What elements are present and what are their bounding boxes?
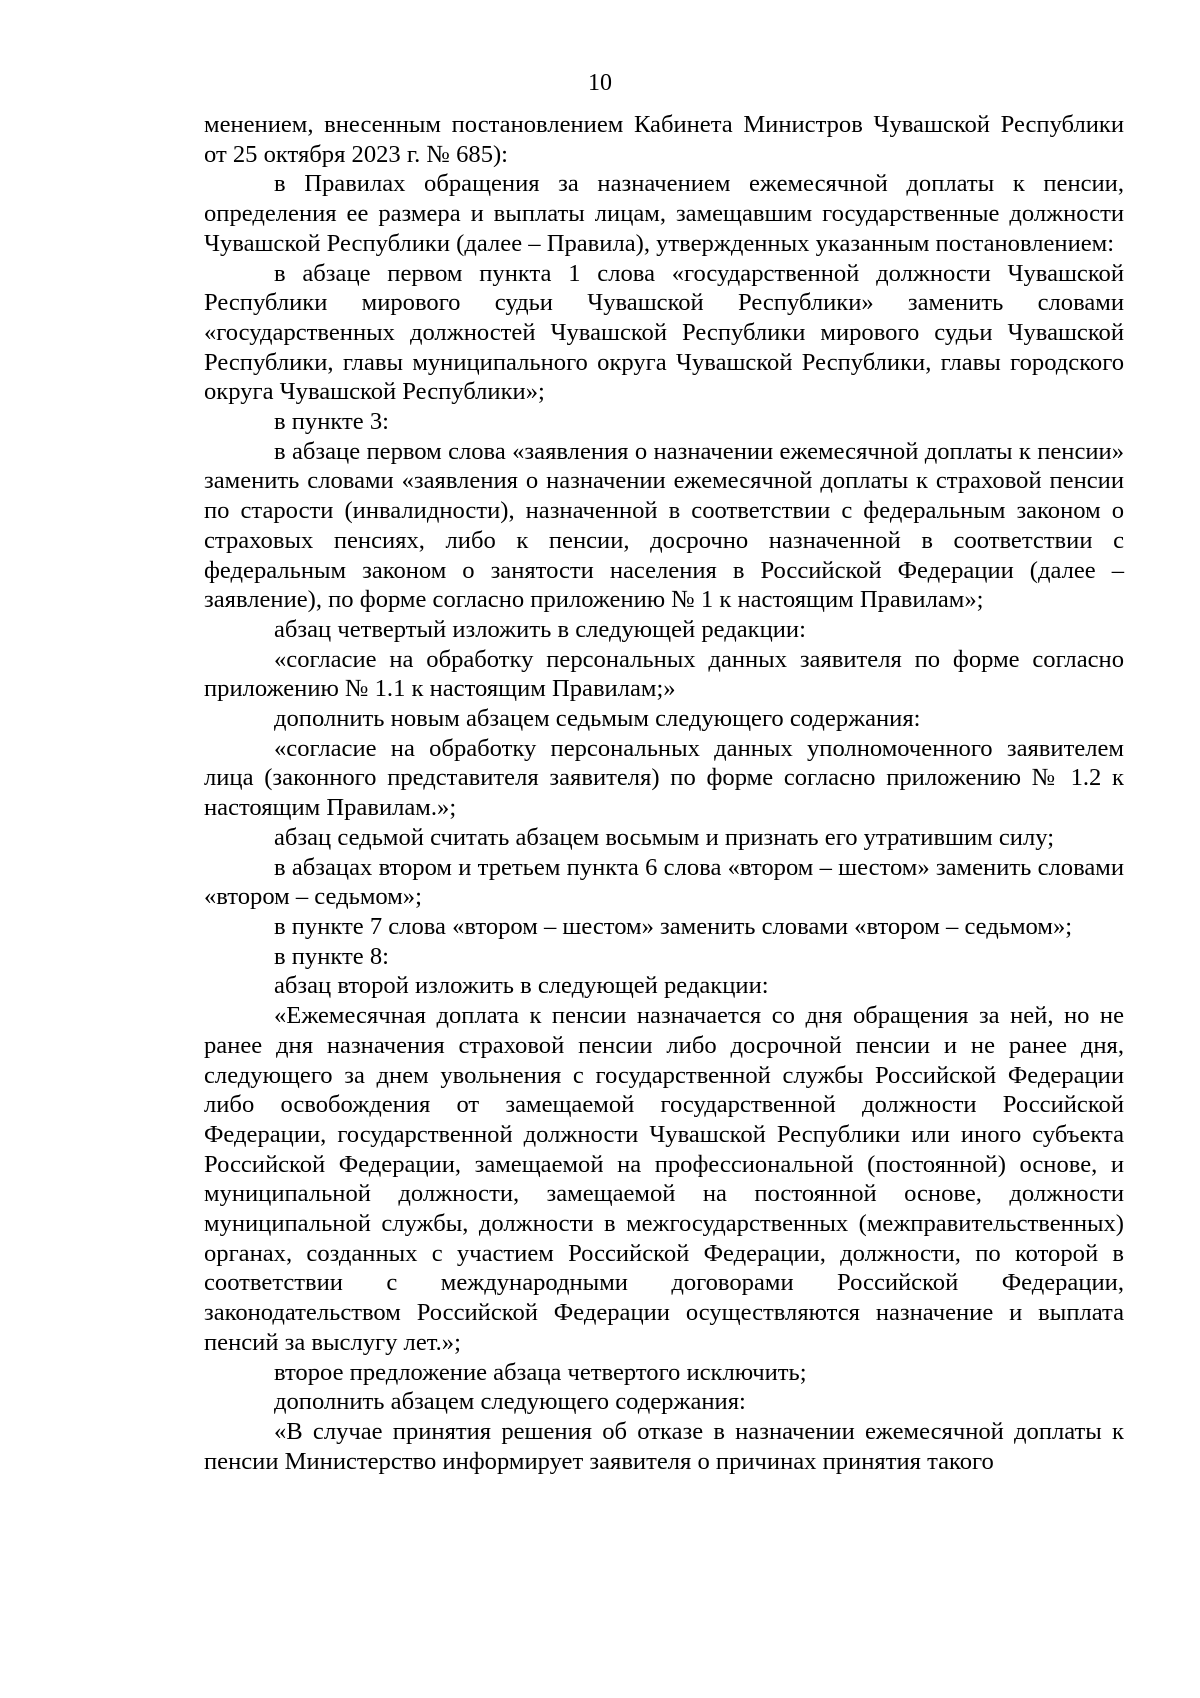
paragraph: в пункте 7 слова «втором – шестом» заменить словами «втором – седьмом»; bbox=[274, 912, 1073, 940]
paragraph: абзац четвертый изложить в следующей редакции: bbox=[274, 615, 806, 643]
paragraph: «Ежемесячная доплата к пенсии назначается со дня обращения за ней, но не ранее дня назначения страховой пенсии либо досрочной пенсии и не ранее дня, следующего за днем увольнения с государственной службы Российской Федерации либо освобождения от замещаемой государственной должности Российской Федерации, государственной должности Чувашской Республики или иного субъекта Российской Федерации, замещаемой на профессиональной (постоянной) основе, и муниципальной должности, замещаемой на постоянной основе, должности муниципальной службы, должности в межгосударственных (межправительственных) органах, созданных с участием Российской Федерации, должности, по которой в соответствии с международными договорами Российской Федерации, законодательством Российской Федерации осуществляются назначение и выплата пенсий за выслугу лет.»; bbox=[204, 1002, 1124, 1356]
paragraph: в пункте 3: bbox=[274, 408, 389, 436]
paragraph: в абзаце первом пункта 1 слова «государственной должности Чувашской Республики мирового судьи Чувашской Республики» заменить словами «государственных должностей Чувашской Республики мирового судьи Чувашской Республики, главы муниципального округа Чувашской Республики, главы городского округа Чувашской Республики»; bbox=[204, 259, 1124, 406]
paragraph: в пункте 8: bbox=[274, 942, 389, 970]
paragraph: в абзаце первом слова «заявления о назначении ежемесячной доплаты к пенсии» заменить словами «заявления о назначении ежемесячной доплаты к страховой пенсии по старости (инвалидности), назначенной в соответствии с федеральным законом о страховых пенсиях, либо к пенсии, досрочно назначенной в соответствии с федеральным законом о занятости населения в Российской Федерации (далее – заявление), по форме согласно приложению № 1 к настоящим Правилам»; bbox=[204, 437, 1124, 614]
paragraph: менением, внесенным постановлением Кабинета Министров Чувашской Республики от 25 октября 2023 г. № 685): bbox=[204, 111, 1124, 168]
paragraph: второе предложение абзаца четвертого исключить; bbox=[274, 1358, 807, 1386]
paragraph: «согласие на обработку персональных данных уполномоченного заявителем лица (законного представителя заявителя) по форме согласно приложению № 1.2 к настоящим Правилам.»; bbox=[204, 734, 1124, 822]
paragraph: «В случае принятия решения об отказе в назначении ежемесячной доплаты к пенсии Министерство информирует заявителя о причинах принятия такого bbox=[204, 1417, 1124, 1475]
page-number: 10 bbox=[588, 70, 612, 96]
paragraph: в абзацах втором и третьем пункта 6 слова «втором – шестом» заменить словами «втором – седьмом»; bbox=[204, 853, 1124, 911]
paragraph: абзац седьмой считать абзацем восьмым и признать его утратившим силу; bbox=[274, 823, 1055, 851]
paragraph: в Правилах обращения за назначением ежемесячной доплаты к пенсии, определения ее размера и выплаты лицам, замещавшим государственные должности Чувашской Республики (далее – Правила), утвержденных указанным постановлением: bbox=[204, 170, 1124, 257]
paragraph: дополнить абзацем следующего содержания: bbox=[274, 1388, 746, 1416]
document-body bbox=[204, 110, 1124, 1476]
paragraph: дополнить новым абзацем седьмым следующего содержания: bbox=[274, 705, 921, 733]
paragraph: «согласие на обработку персональных данных заявителя по форме согласно приложению № 1.1 к настоящим Правилам;» bbox=[204, 645, 1124, 703]
paragraph: абзац второй изложить в следующей редакции: bbox=[274, 972, 769, 1000]
